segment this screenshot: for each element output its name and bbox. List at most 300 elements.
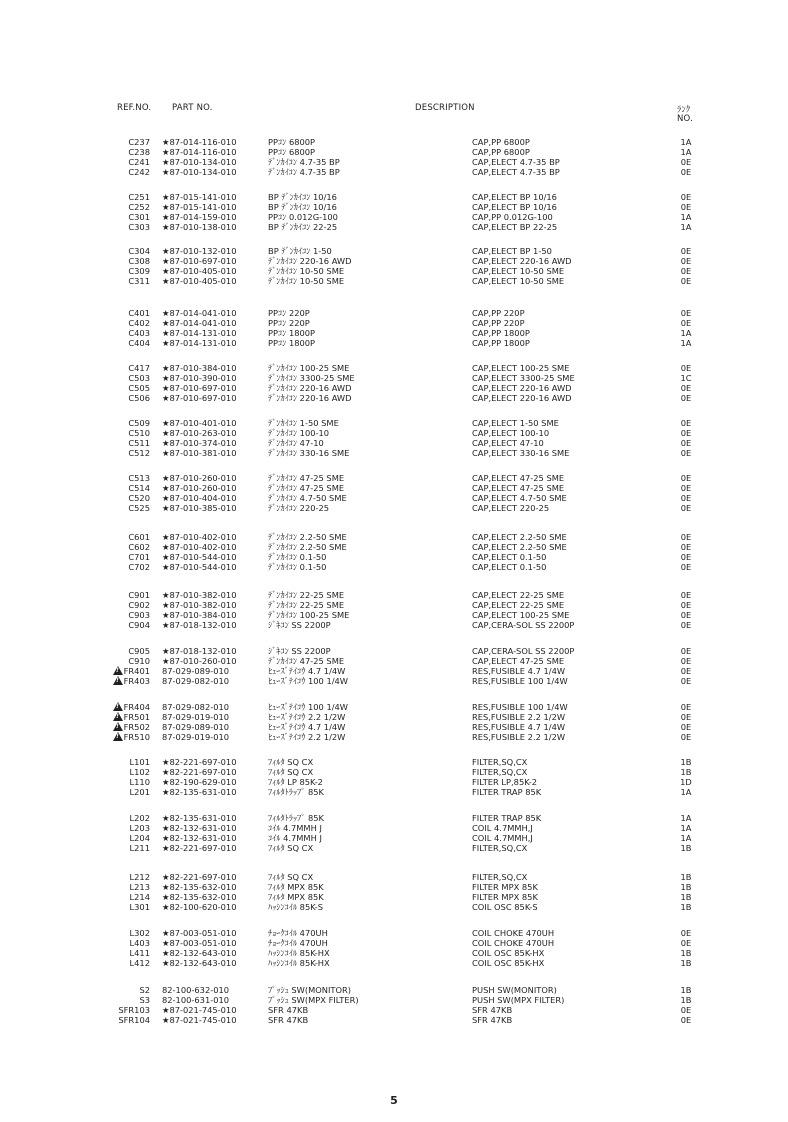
rank-no: 0E: [680, 363, 692, 373]
description-jp: ﾃﾞﾝｶｲｺﾝ 10-50 SME: [268, 266, 345, 277]
rank-no: 1B: [680, 892, 692, 903]
description-en: CAP,ELECT 4.7-35 BP: [472, 157, 560, 168]
ref-no: [113, 702, 150, 712]
rank-no: 0E: [680, 532, 692, 542]
ref-no: [130, 813, 150, 823]
ref-no-text: S3: [139, 995, 150, 1006]
description-en: CAP,ELECT 4.7-35 BP: [472, 167, 560, 178]
description-jp: SFR 47KB: [268, 1005, 309, 1016]
parts-row: [0, 157, 788, 167]
rank-no: 0E: [680, 928, 692, 938]
part-no: ★87-014-131-010: [162, 328, 237, 339]
parts-row: [0, 892, 788, 902]
parts-row: [0, 872, 788, 882]
ref-no-text: C525: [128, 503, 150, 514]
part-no: ★87-010-697-010: [162, 393, 237, 404]
ref-no: [128, 542, 150, 552]
description-jp: PPｺﾝ 6800P: [268, 137, 316, 147]
ref-no-text: C602: [128, 542, 150, 553]
rank-no: 0E: [680, 276, 692, 287]
parts-row: [0, 656, 788, 666]
description-en: CAP,ELECT 47-10: [472, 438, 544, 449]
rank-no: 0E: [680, 732, 692, 743]
rank-no: 0E: [680, 938, 692, 949]
part-no: ★82-135-631-010: [162, 787, 237, 798]
description-en: CAP,ELECT 2.2-50 SME: [472, 532, 567, 542]
parts-row: [0, 276, 788, 286]
part-no: ★87-014-131-010: [162, 338, 237, 349]
ref-no-text: C702: [128, 562, 150, 573]
description-en: CAP,ELECT 330-16 SME: [472, 448, 570, 459]
ref-no: [128, 493, 150, 503]
header-rank: ﾗﾝｸ: [677, 105, 691, 115]
part-no: ★82-135-632-010: [162, 892, 237, 903]
description-en: CAP,ELECT BP 22-25: [472, 222, 558, 233]
part-no: ★82-221-697-010: [162, 767, 237, 778]
ref-no-text: C251: [128, 192, 150, 202]
description-en: RES,FUSIBLE 4.7 1/4W: [472, 722, 566, 733]
warning-triangle-icon: [113, 722, 123, 731]
description-jp: ﾃﾞﾝｶｲｺﾝ 100-10: [268, 428, 330, 439]
part-no: ★82-135-631-010: [162, 813, 237, 823]
description-jp: ﾊｯｼﾝｺｲﾙ 85K-HX: [268, 948, 330, 959]
parts-row: [0, 958, 788, 968]
header-rank-no: NO.: [677, 114, 694, 124]
description-en: CAP,ELECT 4.7-50 SME: [472, 493, 567, 504]
ref-no-text: L412: [129, 958, 150, 969]
description-en: CAP,ELECT 10-50 SME: [472, 276, 565, 287]
parts-row: [0, 702, 788, 712]
rank-no: 0E: [680, 562, 692, 573]
parts-row: [0, 192, 788, 202]
rank-no: 0E: [680, 600, 692, 611]
description-jp: ﾃﾞﾝｶｲｺﾝ 47-25 SME: [268, 656, 345, 667]
part-no: ★87-021-745-010: [162, 1015, 237, 1026]
rank-no: 0E: [680, 157, 692, 168]
description-jp: ﾌｨﾙﾀ LP 85K-2: [268, 777, 323, 788]
parts-row: [0, 428, 788, 438]
parts-row: [0, 757, 788, 767]
ref-no: [128, 590, 150, 600]
parts-row: [0, 646, 788, 656]
rank-no: 0E: [680, 428, 692, 439]
description-jp: ﾃﾞﾝｶｲｺﾝ 22-25 SME: [268, 590, 345, 600]
ref-no: [128, 438, 150, 448]
rank-no: 0E: [680, 656, 692, 667]
parts-row: [0, 503, 788, 513]
part-no: ★87-014-041-010: [162, 318, 237, 329]
rank-no: 1B: [680, 958, 692, 969]
description-en: RES,FUSIBLE 100 1/4W: [472, 676, 568, 687]
description-jp: ﾊｯｼﾝｺｲﾙ 85K-HX: [268, 958, 330, 969]
rank-no: 1B: [680, 902, 692, 913]
rank-no: 0E: [680, 256, 692, 267]
description-en: FILTER,SQ,CX: [472, 843, 528, 854]
parts-row: [0, 902, 788, 912]
ref-no: [113, 676, 150, 686]
ref-no: [128, 222, 150, 232]
ref-no-text: FR510: [123, 732, 150, 743]
parts-row: [0, 882, 788, 892]
description-jp: PPｺﾝ 6800P: [268, 147, 316, 158]
description-en: FILTER LP,85K-2: [472, 777, 538, 788]
ref-no: [130, 757, 150, 767]
parts-row: [0, 562, 788, 572]
description-en: CAP,PP 1800P: [472, 338, 530, 349]
description-en: FILTER,SQ,CX: [472, 757, 528, 767]
ref-no-text: C510: [128, 428, 150, 439]
ref-no: [130, 928, 150, 938]
part-no: ★82-190-629-010: [162, 777, 237, 788]
parts-row: [0, 363, 788, 373]
rank-no: 1B: [680, 995, 692, 1006]
ref-no: [128, 276, 150, 286]
header-ref-no: REF.NO.: [117, 103, 152, 113]
ref-no-text: S2: [139, 985, 150, 995]
description-jp: ｼﾞｷｺﾝ SS 2200P: [268, 620, 331, 631]
warning-triangle-icon: [113, 666, 123, 675]
description-en: PUSH SW(MONITOR): [472, 985, 557, 995]
description-jp: ﾃﾞﾝｶｲｺﾝ 3300-25 SME: [268, 373, 355, 384]
parts-row: [0, 787, 788, 797]
description-jp: ﾃﾞﾝｶｲｺﾝ 4.7-35 BP: [268, 167, 340, 178]
ref-no-text: L211: [129, 843, 150, 854]
part-no: ★82-132-643-010: [162, 948, 237, 959]
description-jp: BP ﾃﾞﾝｶｲｺﾝ 22-25: [268, 222, 338, 233]
ref-no: [128, 266, 150, 276]
part-no: ★87-010-697-010: [162, 256, 237, 267]
ref-no-text: SFR103: [118, 1005, 150, 1016]
description-jp: ﾌﾟｯｼｭ SW(MONITOR): [268, 985, 352, 995]
ref-no: [128, 137, 150, 147]
part-no: 82-100-632-010: [162, 985, 230, 995]
description-en: CAP,ELECT 3300-25 SME: [472, 373, 575, 384]
parts-row: [0, 246, 788, 256]
description-jp: ﾃﾞﾝｶｲｺﾝ 47-25 SME: [268, 483, 345, 494]
part-no: ★87-010-260-010: [162, 483, 237, 494]
ref-no-text: C242: [128, 167, 150, 178]
ref-no-text: C238: [128, 147, 150, 158]
rank-no: 0E: [680, 542, 692, 553]
ref-no-text: C237: [128, 137, 150, 147]
ref-no-text: C241: [128, 157, 150, 168]
description-jp: ﾃﾞﾝｶｲｺﾝ 220-16 AWD: [268, 383, 352, 394]
parts-row: [0, 666, 788, 676]
ref-no: [128, 562, 150, 572]
description-jp: ﾃﾞﾝｶｲｺﾝ 220-16 AWD: [268, 393, 352, 404]
ref-no: [113, 666, 150, 676]
rank-no: 0E: [680, 483, 692, 494]
rank-no: 0E: [680, 702, 692, 712]
description-jp: ﾌｨﾙﾀ SQ CX: [268, 757, 314, 767]
ref-no: [128, 600, 150, 610]
ref-no: [128, 256, 150, 266]
description-en: COIL OSC 85K-HX: [472, 948, 545, 959]
description-jp: ﾋｭｰｽﾞﾃｲｺｳ 2.2 1/2W: [268, 712, 346, 723]
part-no: ★87-010-138-010: [162, 222, 237, 233]
rank-no: 1B: [680, 882, 692, 893]
parts-row: [0, 948, 788, 958]
ref-no-text: C512: [128, 448, 150, 459]
description-en: CAP,ELECT BP 10/16: [472, 192, 557, 202]
description-jp: ﾁｮｰｸｺｲﾙ 470UH: [268, 938, 328, 949]
ref-no: [128, 363, 150, 373]
rank-no: 0E: [680, 590, 692, 600]
description-jp: ﾌｨﾙﾀ MPX 85K: [268, 892, 324, 903]
rank-no: 1D: [680, 777, 692, 788]
parts-row: [0, 532, 788, 542]
ref-no: [128, 620, 150, 630]
ref-no: [128, 383, 150, 393]
ref-no: [113, 712, 150, 722]
description-en: CAP,PP 220P: [472, 308, 525, 318]
ref-no: [139, 985, 150, 995]
description-en: CAP,ELECT 220-16 AWD: [472, 393, 572, 404]
parts-row: [0, 732, 788, 742]
part-no: ★87-014-041-010: [162, 308, 237, 318]
description-en: RES,FUSIBLE 2.2 1/2W: [472, 712, 566, 723]
description-en: CAP,ELECT 220-25: [472, 503, 550, 514]
rank-no: 0E: [680, 448, 692, 459]
part-no: ★87-014-159-010: [162, 212, 237, 223]
parts-row: [0, 590, 788, 600]
description-jp: BP ﾃﾞﾝｶｲｺﾝ 1-50: [268, 246, 332, 256]
description-en: CAP,ELECT 22-25 SME: [472, 590, 565, 600]
ref-no-text: C503: [128, 373, 150, 384]
ref-no: [128, 656, 150, 666]
header-description: DESCRIPTION: [415, 103, 475, 113]
description-jp: ﾌｨﾙﾀ SQ CX: [268, 843, 314, 854]
rank-no: 0E: [680, 503, 692, 514]
parts-row: [0, 137, 788, 147]
rank-no: 0E: [680, 308, 692, 318]
parts-row: [0, 610, 788, 620]
part-no: ★87-015-141-010: [162, 192, 237, 202]
rank-no: 0E: [680, 1005, 692, 1016]
parts-row: [0, 620, 788, 630]
part-no: ★87-010-402-010: [162, 532, 237, 542]
description-en: CAP,ELECT 10-50 SME: [472, 266, 565, 277]
rank-no: 0E: [680, 722, 692, 733]
description-en: RES,FUSIBLE 2.2 1/2W: [472, 732, 566, 743]
ref-no: [130, 882, 150, 892]
ref-no: [128, 318, 150, 328]
description-en: FILTER,SQ,CX: [472, 872, 528, 882]
description-jp: ﾃﾞﾝｶｲｺﾝ 10-50 SME: [268, 276, 345, 287]
ref-no-text: L403: [129, 938, 150, 949]
page-number: 5: [390, 1094, 398, 1107]
ref-no-text: C252: [128, 202, 150, 213]
rank-no: 0E: [680, 493, 692, 504]
rank-no: 1A: [680, 823, 692, 834]
description-en: CAP,ELECT BP 1-50: [472, 246, 552, 256]
description-en: SFR 47KB: [472, 1015, 513, 1026]
description-jp: PPｺﾝ 1800P: [268, 328, 316, 339]
ref-no: [128, 308, 150, 318]
ref-no: [128, 483, 150, 493]
part-no: ★87-010-134-010: [162, 157, 237, 168]
rank-no: 1B: [680, 985, 692, 995]
ref-no-text: L301: [129, 902, 150, 913]
ref-no-text: C701: [128, 552, 150, 563]
parts-row: [0, 338, 788, 348]
parts-row: [0, 600, 788, 610]
description-jp: ﾋｭｰｽﾞﾃｲｺｳ 100 1/4W: [268, 676, 349, 687]
ref-no-text: FR404: [123, 702, 150, 712]
description-en: CAP,ELECT 47-25 SME: [472, 483, 565, 494]
rank-no: 1B: [680, 843, 692, 854]
parts-row: [0, 167, 788, 177]
ref-no: [130, 777, 150, 787]
warning-triangle-icon: [113, 712, 123, 721]
ref-no: [118, 1005, 150, 1015]
part-no: ★82-132-631-010: [162, 823, 237, 834]
part-no: 87-029-082-010: [162, 702, 230, 712]
parts-row: [0, 308, 788, 318]
part-no: ★87-010-260-010: [162, 656, 237, 667]
description-jp: ﾃﾞﾝｶｲｺﾝ 47-25 SME: [268, 473, 345, 483]
ref-no-text: C511: [128, 438, 150, 449]
ref-no-text: C301: [128, 212, 150, 223]
ref-no: [128, 373, 150, 383]
ref-no: [130, 787, 150, 797]
ref-no-text: FR501: [123, 712, 150, 723]
description-jp: ﾋｭｰｽﾞﾃｲｺｳ 4.7 1/4W: [268, 666, 346, 677]
description-jp: ﾋｭｰｽﾞﾃｲｺｳ 2.2 1/2W: [268, 732, 346, 743]
ref-no: [128, 393, 150, 403]
ref-no-text: FR502: [123, 722, 150, 733]
description-jp: ﾃﾞﾝｶｲｺﾝ 220-16 AWD: [268, 256, 352, 267]
rank-no: 1B: [680, 767, 692, 778]
description-en: COIL OSC 85K-S: [472, 902, 538, 913]
ref-no: [128, 338, 150, 348]
part-no: ★82-100-620-010: [162, 902, 237, 913]
parts-row: [0, 938, 788, 948]
ref-no: [128, 552, 150, 562]
description-en: COIL 4.7MMH,J: [472, 823, 533, 834]
ref-no-text: L204: [129, 833, 150, 844]
part-no: ★87-003-051-010: [162, 928, 237, 938]
parts-row: [0, 266, 788, 276]
rank-no: 0E: [680, 266, 692, 277]
ref-no-text: C309: [128, 266, 150, 277]
description-en: PUSH SW(MPX FILTER): [472, 995, 565, 1006]
part-no: ★82-135-632-010: [162, 882, 237, 893]
description-en: RES,FUSIBLE 4.7 1/4W: [472, 666, 566, 677]
ref-no-text: C506: [128, 393, 150, 404]
parts-row: [0, 676, 788, 686]
ref-no: [128, 646, 150, 656]
description-en: COIL CHOKE 470UH: [472, 938, 555, 949]
part-no: 82-100-631-010: [162, 995, 230, 1006]
description-jp: ｺｲﾙ 4.7MMH J: [268, 823, 322, 834]
ref-no-text: C905: [128, 646, 150, 656]
parts-row: [0, 1015, 788, 1025]
part-no: ★87-003-051-010: [162, 938, 237, 949]
parts-row: [0, 383, 788, 393]
part-no: ★87-010-374-010: [162, 438, 237, 449]
ref-no-text: L212: [129, 872, 150, 882]
description-en: CAP,ELECT 0.1-50: [472, 562, 547, 573]
description-jp: BP ﾃﾞﾝｶｲｺﾝ 10/16: [268, 192, 337, 202]
part-no: ★87-018-132-010: [162, 620, 237, 631]
description-jp: ﾊｯｼﾝｺｲﾙ 85K-S: [268, 902, 324, 913]
ref-no-text: FR403: [123, 676, 150, 687]
description-en: COIL OSC 85K-HX: [472, 958, 545, 969]
rank-no: 1A: [680, 833, 692, 844]
description-jp: ﾃﾞﾝｶｲｺﾝ 100-25 SME: [268, 363, 350, 373]
parts-row: [0, 833, 788, 843]
parts-row: [0, 1005, 788, 1015]
ref-no: [118, 1015, 150, 1025]
ref-no-text: L302: [129, 928, 150, 938]
ref-no-text: L202: [129, 813, 150, 823]
ref-no: [128, 328, 150, 338]
description-jp: ﾌｨﾙﾀ SQ CX: [268, 872, 314, 882]
part-no: ★87-014-116-010: [162, 137, 237, 147]
part-no: 87-029-089-010: [162, 722, 230, 733]
ref-no-text: L110: [129, 777, 150, 788]
part-no: ★87-010-544-010: [162, 562, 237, 573]
ref-no: [130, 833, 150, 843]
ref-no: [130, 872, 150, 882]
rank-no: 0E: [680, 712, 692, 723]
part-no: ★87-014-116-010: [162, 147, 237, 158]
ref-no: [128, 503, 150, 513]
description-jp: ﾋｭｰｽﾞﾃｲｺｳ 100 1/4W: [268, 702, 349, 712]
part-no: 87-029-089-010: [162, 666, 230, 677]
ref-no: [128, 192, 150, 202]
ref-no: [130, 843, 150, 853]
parts-row: [0, 777, 788, 787]
description-en: CAP,PP 1800P: [472, 328, 530, 339]
parts-row: [0, 767, 788, 777]
description-jp: ｼﾞｷｺﾝ SS 2200P: [268, 646, 331, 656]
part-no: ★87-021-745-010: [162, 1005, 237, 1016]
parts-row: [0, 493, 788, 503]
part-no: ★87-010-384-010: [162, 363, 237, 373]
parts-row: [0, 202, 788, 212]
description-jp: SFR 47KB: [268, 1015, 309, 1026]
part-no: 87-029-019-010: [162, 712, 230, 723]
rank-no: 0E: [680, 1015, 692, 1026]
ref-no-text: C903: [128, 610, 150, 621]
rank-no: 0E: [680, 646, 692, 656]
parts-row: [0, 995, 788, 1005]
rank-no: 1A: [680, 813, 692, 823]
ref-no-text: C401: [128, 308, 150, 318]
ref-no-text: C303: [128, 222, 150, 233]
rank-no: 1A: [680, 328, 692, 339]
rank-no: 1A: [680, 222, 692, 233]
description-en: CAP,ELECT 1-50 SME: [472, 418, 559, 428]
rank-no: 0E: [680, 318, 692, 329]
part-no: ★82-221-697-010: [162, 757, 237, 767]
description-jp: ﾁｮｰｸｺｲﾙ 470UH: [268, 928, 328, 938]
rank-no: 0E: [680, 676, 692, 687]
part-no: ★87-010-544-010: [162, 552, 237, 563]
part-no: ★87-010-697-010: [162, 383, 237, 394]
description-en: CAP,CERA-SOL SS 2200P: [472, 646, 575, 656]
warning-triangle-icon: [113, 702, 123, 711]
description-en: COIL 4.7MMH,J: [472, 833, 533, 844]
rank-no: 1B: [680, 872, 692, 882]
part-no: ★87-010-404-010: [162, 493, 237, 504]
ref-no-text: FR401: [123, 666, 150, 677]
description-en: RES,FUSIBLE 100 1/4W: [472, 702, 568, 712]
parts-row: [0, 256, 788, 266]
ref-no-text: C601: [128, 532, 150, 542]
